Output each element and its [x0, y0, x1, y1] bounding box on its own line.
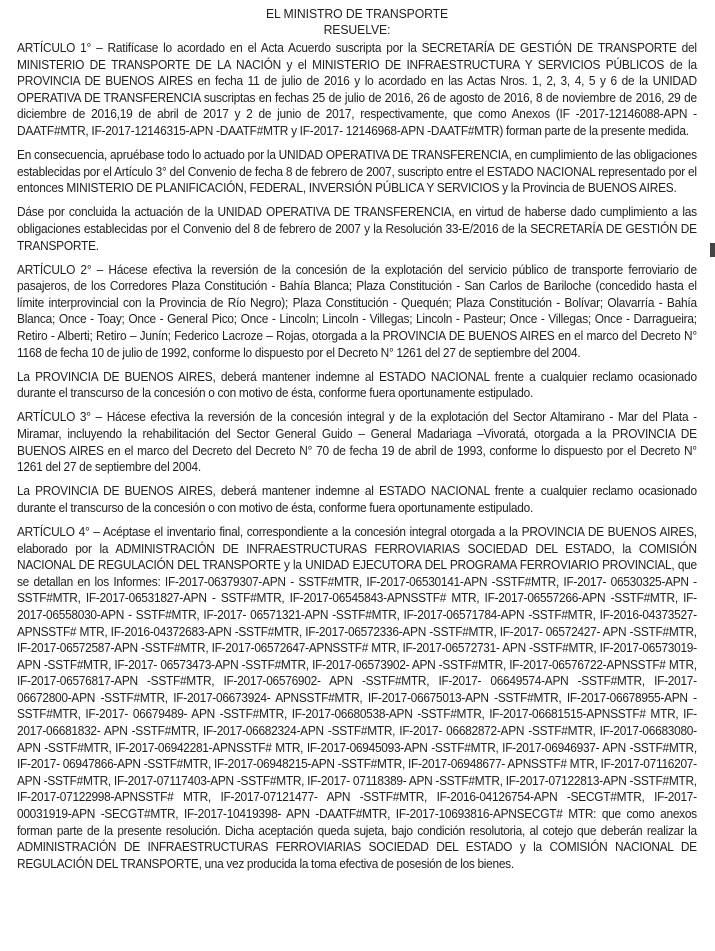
article-4: ARTÍCULO 4° – Acéptase el inventario final, correspondiente a la concesión integral otorgada a la PROVINCIA DE BUENOS AIRES, elaborado por la ADMINISTRACIÓN DE INFRAESTRUCTURAS FERROVIARIAS SOCIEDAD DEL ESTADO, la COMISIÓN NACIONAL DE REGULACIÓN DEL TRANSPORTE y la UNIDAD EJECUTORA DEL PROGRAMA FERROVIARIO PROVINCIAL, que se detallan en los Informes: IF-2017-06379307-APN - SSTF#MTR, IF-2017-06530141-APN -SSTF#MTR, IF-2017- 06530325-APN -SSTF#MTR, IF-2017-06531827-APN - SSTF#MTR, IF-2017-06545843-APNSSTF# MTR, IF-2017-06557266-APN -SSTF#MTR, IF-2017-06558030-APN - SSTF#MTR, IF-2017- 06571321-APN -SSTF#MTR, IF-2017-06571784-APN -SSTF#MTR, IF-2016-04373527- APNSSTF# MTR, IF-2016-04372683-APN -SSTF#MTR, IF-2017-06572336-APN -SSTF#MTR, IF-2017- 06572427- APN -SSTF#MTR, IF-2017-06572587-APN -SSTF#MTR, IF-2017-06572647-APNSSTF# MTR, IF-2017-06572731- APN -SSTF#MTR, IF-2017-06573019-APN -SSTF#MTR, IF-2017- 06573473-APN -SSTF#MTR, IF-2017-06573902- APN -SSTF#MTR, IF-2017-06576722-APNSSTF# MTR, IF-2017-06576817-APN -SSTF#MTR, IF-2017-06576902- APN -SSTF#MTR, IF-2017- 06649574-APN -SSTF#MTR, IF-2017-06672800-APN -SSTF#MTR, IF-2017-06673924- APNSSTF#MTR, IF-2017-06675013-APN -SSTF#MTR, IF-2017-06678955-APN -SSTF#MTR, IF-2017- 06679489- APN -SSTF#MTR, IF-2017-06680538-APN -SSTF#MTR, IF-2017-06681515-APNSSTF# MTR, IF-2017-06681832- APN -SSTF#MTR, IF-2017-06682324-APN -SSTF#MTR, IF-2017- 06682872-APN -SSTF#MTR, IF-2017-06683080- APN -SSTF#MTR, IF-2017-06942281-APNSSTF# MTR, IF-2017-06945093-APN -SSTF#MTR, IF-2017-06946937- APN -SSTF#MTR, IF-2017- 06947866-APN -SSTF#MTR, IF-2017-06948215-APN -SSTF#MTR, IF-2017-06948677- APNSSTF# MTR, IF-2017-07116207-APN -SSTF#MTR, IF-2017-07117403-APN -SSTF#MTR, IF-2017- 07118389- APN -SSTF#MTR, IF-2017-07122813-APN -SSTF#MTR, IF-2017-07122998-APNSSTF# MTR, IF-2017-07121477- APN -SSTF#MTR, IF-2016-04126754-APN -SECGT#MTR, IF-2017-00031919-APN -SECGT#MTR, IF-2017-10419398- APN -DAATF#MTR, IF-2017-10693816-APNSECGT# MTR: que como anexos forman parte de la presente resolución. Dicha aceptación queda sujeta, bajo condición resolutoria, al cotejo que deberán realizar la ADMINISTRACIÓN DE INFRAESTRUCTURAS FERROVIARIAS SOCIEDAD DEL ESTADO y la COMISIÓN NACIONAL DE REGULACIÓN DEL TRANSPORTE, una vez producida la toma efectiva de posesión de los bienes.	[17, 523, 697, 871]
article-2-indemnity-paragraph: La PROVINCIA DE BUENOS AIRES, deberá mantener indemne al ESTADO NACIONAL frente a cualquier reclamo ocasionado durante el transcurso de la concesión o con motivo de ésta, conforme fuera oportunamente estipulado.	[17, 368, 697, 401]
article-2: ARTÍCULO 2° – Hácese efectiva la reversión de la concesión de la explotación del servicio público de transporte ferroviario de pasajeros, de los Corredores Plaza Constitución - Bahía Blanca; Plaza Constitución - San Carlos de Bariloche (concedido hasta el límite interprovincial con la Provincia de Río Negro); Plaza Constitución - Quequén; Plaza Constitución - Bolívar; Olavarría - Bahía Blanca; Once - Toay; Once - General Pico; Once - Lincoln; Lincoln - Villegas; Lincoln - Pasteur; Once - Villegas; Once - Darragueira; Retiro - Alberti; Retiro – Junín; Federico Lacroze – Rojas, otorgada a la PROVINCIA DE BUENOS AIRES en el marco del Decreto N° 1168 de fecha 10 de julio de 1992, conforme lo dispuesto por el Decreto N° 1261 del 27 de septiembre del 2004.	[17, 261, 697, 360]
heading-resuelve: RESUELVE:	[323, 22, 391, 37]
article-1-conclusion-paragraph: Dáse por concluida la actuación de la UNIDAD OPERATIVA DE TRANSFERENCIA, en virtud de haberse dado cumplimiento a las obligaciones establecidas por el Convenio del 8 de febrero de 2007 y la Resolución 33-E/2016 de la SECRETARÍA DE GESTIÓN DE TRANSPORTE.	[17, 204, 697, 253]
article-3: ARTÍCULO 3° – Hácese efectiva la reversión de la concesión integral y de la explotación del Sector Altamirano - Mar del Plata - Miramar, incluyendo la rehabilitación del Sector General Guido – General Madariaga –Vivoratá, otorgada a la PROVINCIA DE BUENOS AIRES en el marco del Decreto del Decreto N° 70 de fecha 19 de abril de 1993, conforme lo dispuesto por el Decreto N° 1261 del 27 de septiembre del 2004.	[17, 409, 697, 475]
article-1: ARTÍCULO 1° – Ratifícase lo acordado en el Acta Acuerdo suscripta por la SECRETARÍA DE GESTIÓN DE TRANSPORTE del MINISTERIO DE TRANSPORTE DE LA NACIÓN y el MINISTERIO DE INFRAESTRUCTURA Y SERVICIOS PÚBLICOS de la PROVINCIA DE BUENOS AIRES en fecha 11 de julio de 2016 y lo acordado en las Actas Nros. 1, 2, 3, 4, 5 y 6 de la UNIDAD OPERATIVA DE TRANSFERENCIA suscriptas en fechas 25 de julio de 2016, 26 de agosto de 2016, 8 de noviembre de 2016, 29 de diciembre de 2016,19 de abril de 2017 y 2 de junio de 2017, respectivamente, que como Anexos (IF -2017-12146088-APN -DAATF#MTR, IF-2017-12146315-APN -DAATF#MTR y IF-2017- 12146968-APN -DAATF#MTR) forman parte de la presente medida.	[17, 40, 697, 138]
article-3-indemnity-paragraph: La PROVINCIA DE BUENOS AIRES, deberá mantener indemne al ESTADO NACIONAL frente a cualquier reclamo ocasionado durante el transcurso de la concesión o con motivo de ésta, conforme fuera oportunamente estipulado.	[17, 483, 697, 515]
article-1-approval-paragraph: En consecuencia, apruébase todo lo actuado por la UNIDAD OPERATIVA DE TRANSFERENCIA, en cumplimiento de las obligaciones establecidas por el Artículo 3° del Convenio de fecha 8 de febrero de 2007, suscripto entre el ESTADO NACIONAL representado por el entonces MINISTERIO DE PLANIFICACIÓN, FEDERAL, INVERSIÓN PÚBLICA Y SERVICIOS y la Provincia de BUENOS AIRES.	[17, 147, 697, 196]
resolution-document	[17, 6, 697, 880]
page-edge-marker	[710, 243, 715, 257]
heading-minister: EL MINISTRO DE TRANSPORTE	[265, 6, 449, 21]
document-heading	[37, 6, 676, 38]
